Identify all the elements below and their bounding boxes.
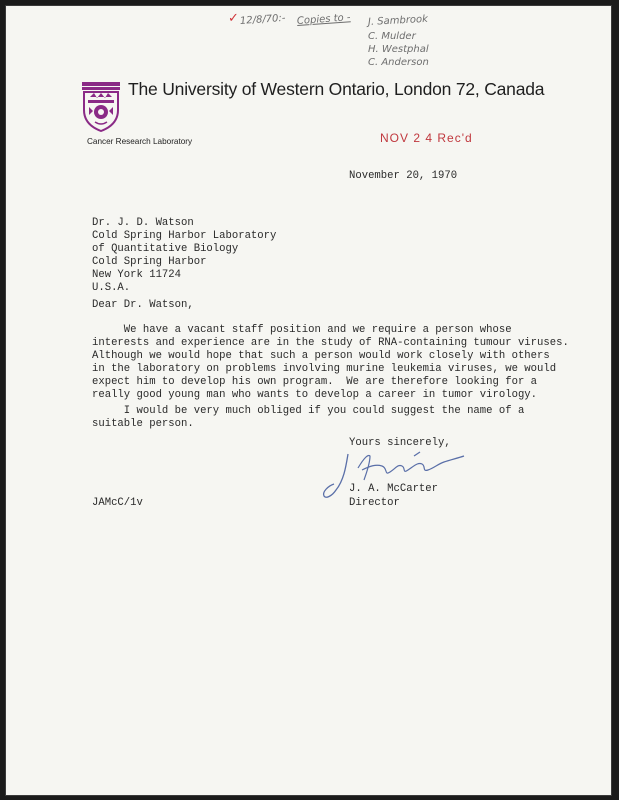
- address-line: Dr. J. D. Watson: [92, 217, 194, 229]
- annotation-copies-label: Copies to -: [296, 12, 351, 27]
- letter-page: [6, 6, 611, 795]
- body-line: Although we would hope that such a person would work closely with others: [92, 350, 550, 362]
- body-line: We have a vacant staff position and we require a person whose: [92, 324, 512, 336]
- address-line: Cold Spring Harbor: [92, 256, 207, 268]
- address-line: of Quantitative Biology: [92, 243, 239, 255]
- department-name: Cancer Research Laboratory: [87, 137, 193, 146]
- annotation-date: 12/8/70:-: [239, 12, 286, 27]
- check-mark: ✓: [228, 11, 239, 26]
- address-line: Cold Spring Harbor Laboratory: [92, 230, 277, 242]
- annotation-recipient: C. Mulder: [368, 31, 416, 42]
- annotation-recipient: H. Westphal: [368, 44, 429, 55]
- body-line: interests and experience are in the study of RNA-containing tumour viruses.: [92, 337, 569, 349]
- signer-title: Director: [349, 497, 400, 509]
- body-line: really good young man who wants to develop a career in tumor virology.: [92, 389, 538, 401]
- address-line: New York 11724: [92, 269, 182, 281]
- body-paragraph: [92, 405, 524, 431]
- university-logo: [82, 82, 120, 132]
- signer-name: J. A. McCarter: [349, 483, 439, 495]
- closing: Yours sincerely,: [349, 437, 451, 449]
- body-line: in the laboratory on problems involving murine leukemia viruses, we would: [92, 363, 557, 375]
- body-line: suitable person.: [92, 418, 194, 430]
- body-paragraph: [92, 324, 569, 402]
- letter-date: November 20, 1970: [349, 170, 458, 182]
- received-stamp: NOV 2 4 Rec'd: [380, 131, 473, 145]
- recipient-address: [92, 217, 276, 295]
- body-line: I would be very much obliged if you could suggest the name of a: [92, 405, 525, 417]
- annotation-recipient: J. Sambrook: [367, 13, 429, 28]
- address-line: U.S.A.: [92, 282, 131, 294]
- annotation-recipient: C. Anderson: [368, 57, 429, 68]
- institution-name: The University of Western Ontario, London 72, Canada: [128, 79, 545, 99]
- body-line: expect him to develop his own program. We are therefore looking for a: [92, 376, 538, 388]
- salutation: Dear Dr. Watson,: [92, 299, 194, 311]
- shield-crest-icon: [82, 82, 120, 132]
- reference-initials: JAMcC/1v: [92, 497, 143, 509]
